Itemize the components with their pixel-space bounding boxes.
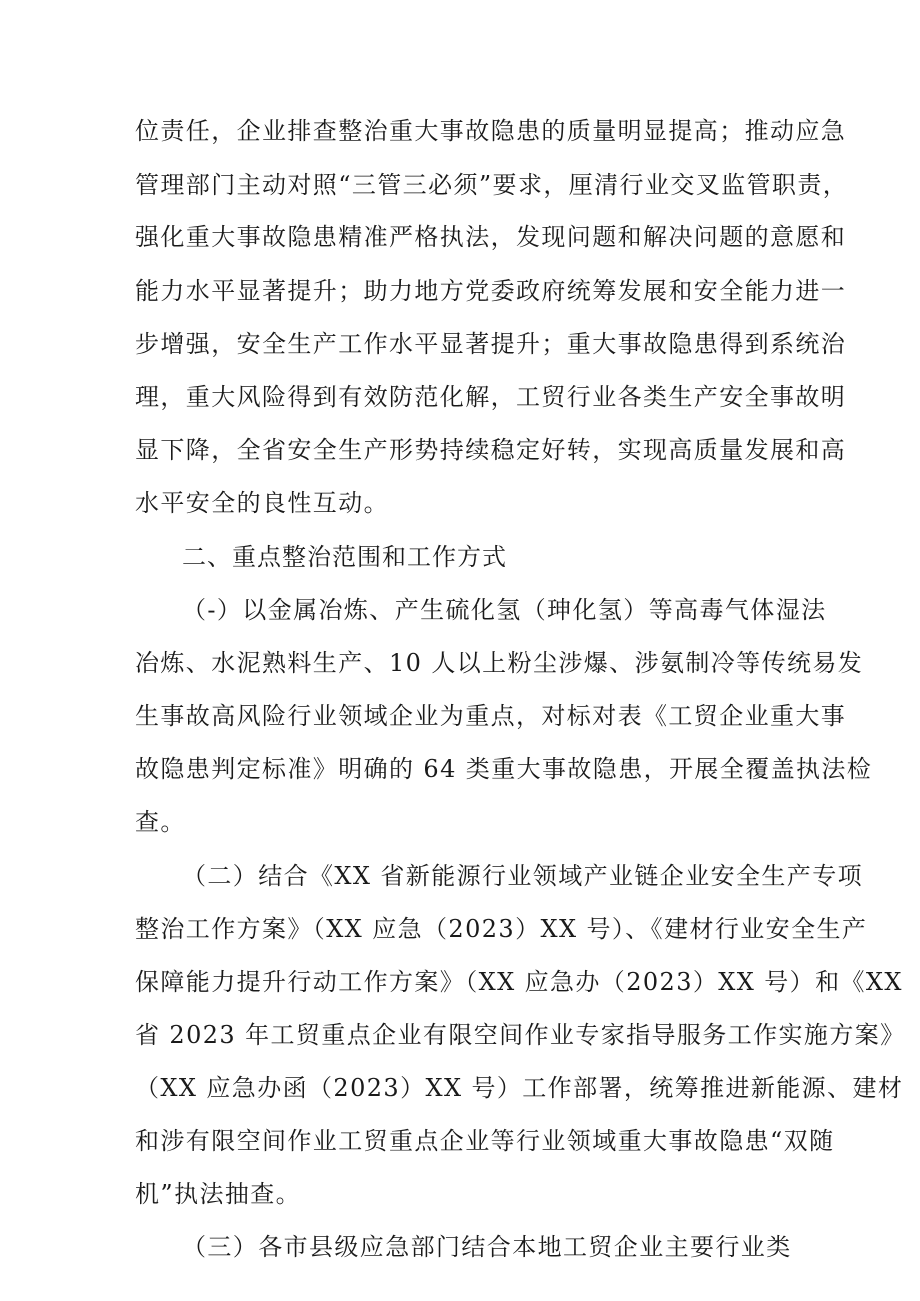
- item1-line-1: （-）以金属冶炼、产生硫化氢（珅化氢）等高毒气体湿法: [182, 596, 827, 624]
- para1-line-7: 显下降，全省安全生产形势持续稳定好转，实现高质量发展和高: [135, 436, 847, 464]
- para1-line-2: 管理部门主动对照“三管三必须”要求，厘清行业交叉监管职责，: [135, 171, 849, 199]
- item2-line-1: （二）结合《XX 省新能源行业领域产业链企业安全生产专项: [182, 862, 863, 890]
- para1-line-3: 强化重大事故隐患精准严格执法，发现问题和解决问题的意愿和: [135, 223, 847, 251]
- item2-line-2: 整治工作方案》（XX 应急（2023）XX 号）、《建材行业安全生产: [135, 915, 868, 943]
- item1-line-5: 查。: [135, 808, 186, 836]
- para1-line-6: 理，重大风险得到有效防范化解，工贸行业各类生产安全事故明: [135, 383, 847, 411]
- para1-line-1: 位责任，企业排查整治重大事故隐患的质量明显提高；推动应急: [135, 117, 847, 145]
- item1-line-3: 生事故高风险行业领域企业为重点，对标对表《工贸企业重大事: [135, 702, 847, 730]
- item2-line-4: 省 2023 年工贸重点企业有限空间作业专家指导服务工作实施方案》: [135, 1021, 906, 1049]
- item2-line-5: （XX 应急办函（2023）XX 号）工作部署，统筹推进新能源、建材: [135, 1074, 904, 1102]
- item1-line-4: 故隐患判定标准》明确的 64 类重大事故隐患，开展全覆盖执法检: [135, 755, 873, 783]
- item2-line-3: 保障能力提升行动工作方案》（XX 应急办（2023）XX 号）和《XX: [135, 968, 903, 996]
- item2-line-6: 和涉有限空间作业工贸重点企业等行业领域重大事故隐患“双随: [135, 1127, 835, 1155]
- item1-line-2: 冶炼、水泥熟料生产、10 人以上粉尘涉爆、涉氨制冷等传统易发: [135, 649, 864, 677]
- para1-line-5: 步增强，安全生产工作水平显著提升；重大事故隐患得到系统治: [135, 330, 847, 358]
- section-heading: 二、重点整治范围和工作方式: [182, 543, 507, 571]
- item3-line-1: （三）各市县级应急部门结合本地工贸企业主要行业类: [182, 1233, 792, 1261]
- item2-line-7: 机”执法抽查。: [135, 1180, 302, 1208]
- para1-line-4: 能力水平显著提升；助力地方党委政府统筹发展和安全能力进一: [135, 277, 847, 305]
- para1-line-8: 水平安全的良性互动。: [135, 489, 389, 517]
